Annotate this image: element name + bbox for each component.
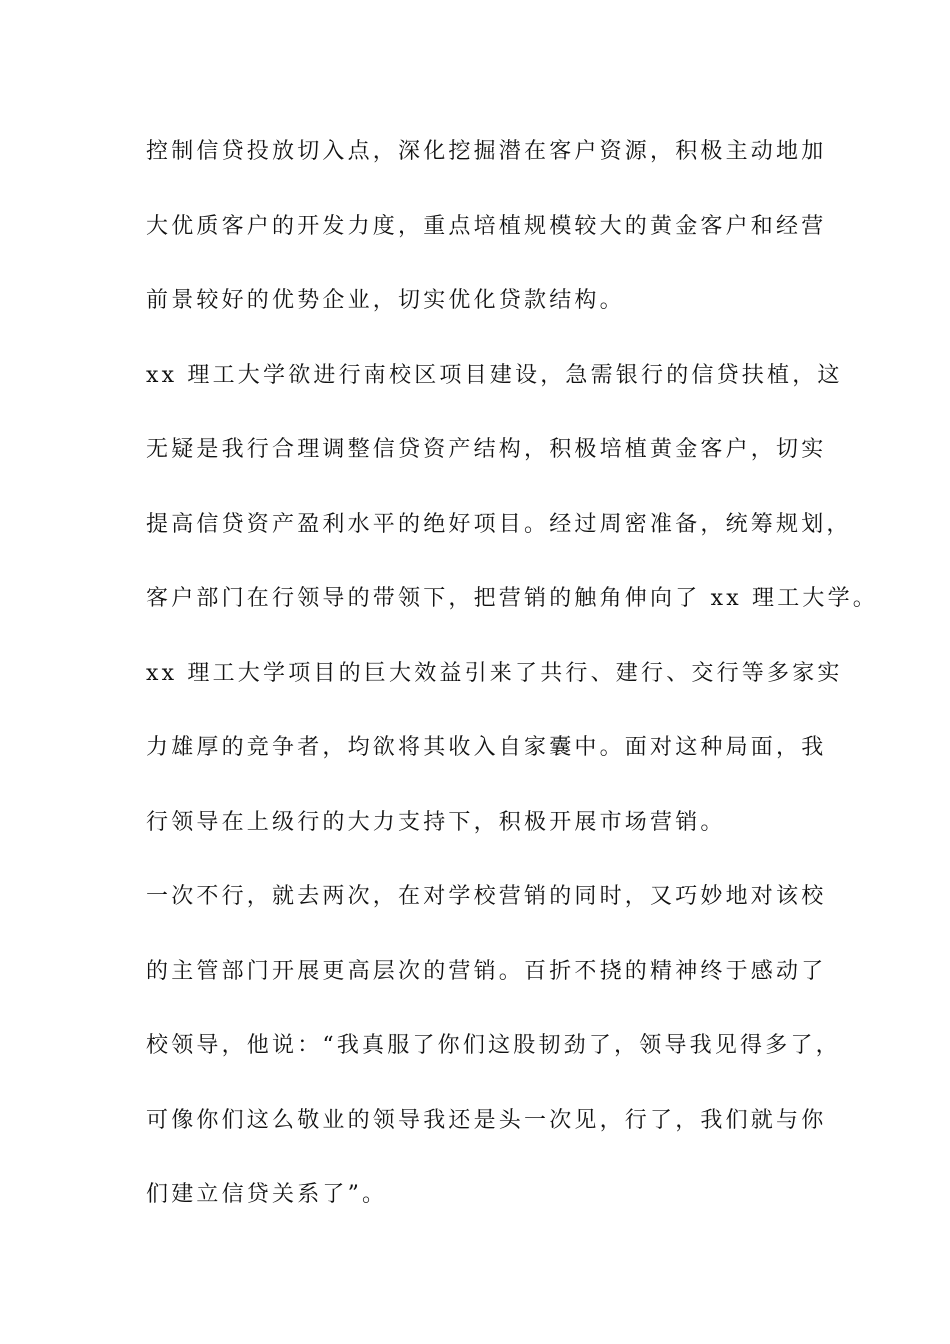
text-line: 的主管部门开展更高层次的营销。百折不挠的精神终于感动了 <box>146 958 827 984</box>
text-line: 力雄厚的竞争者，均欲将其收入自家囊中。面对这种局面，我 <box>146 735 827 760</box>
text-line: xx 理工大学项目的巨大效益引来了共行、建行、交行等多家实 <box>146 660 843 686</box>
text-line: 校领导，他说：“我真服了你们这股韧劲了，领导我见得多了， <box>146 1033 841 1058</box>
body-text <box>146 130 879 1248</box>
text-line: 一次不行，就去两次，在对学校营销的同时，又巧妙地对该校 <box>146 884 827 909</box>
text-line: 行领导在上级行的大力支持下，积极开展市场营销。 <box>146 809 726 835</box>
text-line: 前景较好的优势企业，切实优化贷款结构。 <box>146 288 625 313</box>
text-line: 们建立信贷关系了”。 <box>146 1182 388 1207</box>
text-line: 客户部门在行领导的带领下，把营销的触角伸向了 xx 理工大学。 <box>146 586 879 611</box>
text-line: 无疑是我行合理调整信贷资产结构，积极培植黄金客户，切实 <box>146 437 827 462</box>
text-line: 控制信贷投放切入点，深化挖掘潜在客户资源，积极主动地加 <box>146 139 827 164</box>
text-line: 大优质客户的开发力度，重点培植规模较大的黄金客户和经营 <box>146 213 827 239</box>
text-line: 可像你们这么敬业的领导我还是头一次见，行了，我们就与你 <box>146 1107 827 1133</box>
text-line: xx 理工大学欲进行南校区项目建设，急需银行的信贷扶植，这 <box>146 362 843 388</box>
text-line: 提高信贷资产盈利水平的绝好项目。经过周密准备，统筹规划， <box>146 511 852 537</box>
